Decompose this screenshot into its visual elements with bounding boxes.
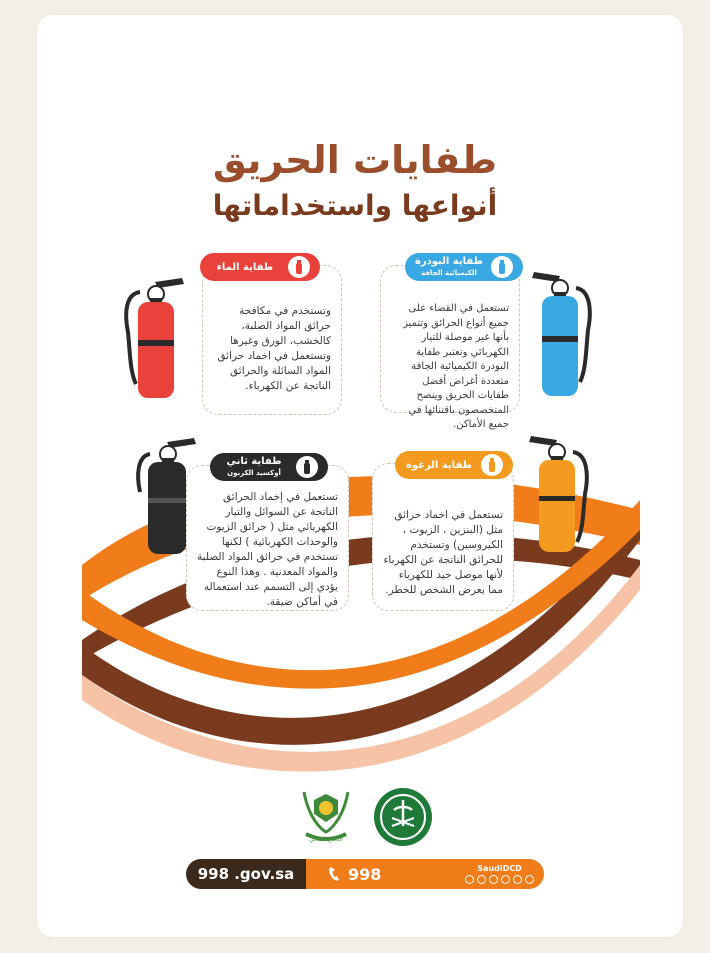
- co2-extinguisher-label: [210, 453, 328, 481]
- extinguisher-icon: [296, 456, 318, 478]
- water-extinguisher-description: وتستخدم في مكافحة حرائق المواد الصلبة، كالخشب، الورق وغيرها وتستعمل في اخماد حرائق المواد السائلة والحرائق الناتجة عن الكهرباء.: [217, 305, 331, 392]
- ministry-emblem: [372, 786, 434, 848]
- foam-extinguisher-icon: [527, 430, 592, 555]
- social-handle: SaudiDCD: [477, 864, 522, 873]
- instagram-icon[interactable]: [501, 875, 510, 884]
- snapchat-icon[interactable]: [525, 875, 534, 884]
- telegram-icon[interactable]: [513, 875, 522, 884]
- foam-extinguisher-card: [372, 463, 514, 611]
- powder-extinguisher-description: تستعمل في القضاء على جميع أنواع الحرائق وتتميز بأنها غير موصلة للتيار الكهربائي وتعتبر طفاية البودرة الكيميائية الجافة متعددة أغراض أفضل طفايات الحريق وينصح المتخصصون باقتنائها في جميع الأماكن.: [403, 303, 509, 430]
- extinguisher-icon: [288, 256, 310, 278]
- page-title: طفايات الحريق: [212, 138, 498, 182]
- powder-label-line2: الكيميائية الجافة: [421, 268, 477, 277]
- powder-label-line1: طفاية البودرة: [415, 255, 483, 267]
- phone-number: 998: [348, 864, 382, 884]
- extinguisher-icon: [481, 454, 503, 476]
- co2-extinguisher-card: [186, 465, 349, 611]
- website-link[interactable]: 998 .gov.sa: [186, 859, 306, 889]
- phone-icon: [328, 866, 342, 882]
- foam-extinguisher-description: تستعمل في اخماد حرائق مثل (البنزين ، الزيوت ، الكيروسين) وتستخدم للحرائق الناتجة عن الكهرباء لأنها موصل جيد للكهرباء مما يعرض الشخص للخطر.: [383, 509, 503, 596]
- page-subtitle: أنواعها واستخداماتها: [212, 189, 498, 222]
- water-extinguisher-card: [202, 265, 342, 415]
- powder-extinguisher-label: [405, 253, 523, 281]
- emergency-phone[interactable]: [328, 865, 381, 884]
- footer-bar: [186, 859, 544, 889]
- twitter-icon[interactable]: [477, 875, 486, 884]
- civil-defense-logo-text: الدفاع المدني: [309, 836, 343, 843]
- co2-extinguisher-description: تستعمل في إخماد الحرائق الناتجة عن السوائل والتيار الكهربائي مثل ( حرائق الزيوت والوحدات الكهربائية ) لكنها تستخدم في حرائق المواد الصلبة والمواد المعدنية . وهذا النوع يؤدي إلى التسمم عند استعماله في أماكن ضيقة.: [197, 491, 338, 608]
- water-extinguisher-icon: [122, 272, 187, 402]
- powder-extinguisher-icon: [530, 266, 595, 401]
- youtube-icon[interactable]: [489, 875, 498, 884]
- powder-extinguisher-card: [380, 265, 520, 430]
- water-extinguisher-label: طفاية الماء: [200, 253, 320, 281]
- co2-label-line2: أوكسيد الكربون: [227, 468, 281, 477]
- co2-label-line1: طفاية ثاني: [226, 455, 282, 467]
- foam-extinguisher-label: طفاية الرغوة: [395, 451, 513, 479]
- extinguisher-icon: [491, 256, 513, 278]
- facebook-icon[interactable]: [465, 875, 474, 884]
- social-media: [465, 864, 534, 884]
